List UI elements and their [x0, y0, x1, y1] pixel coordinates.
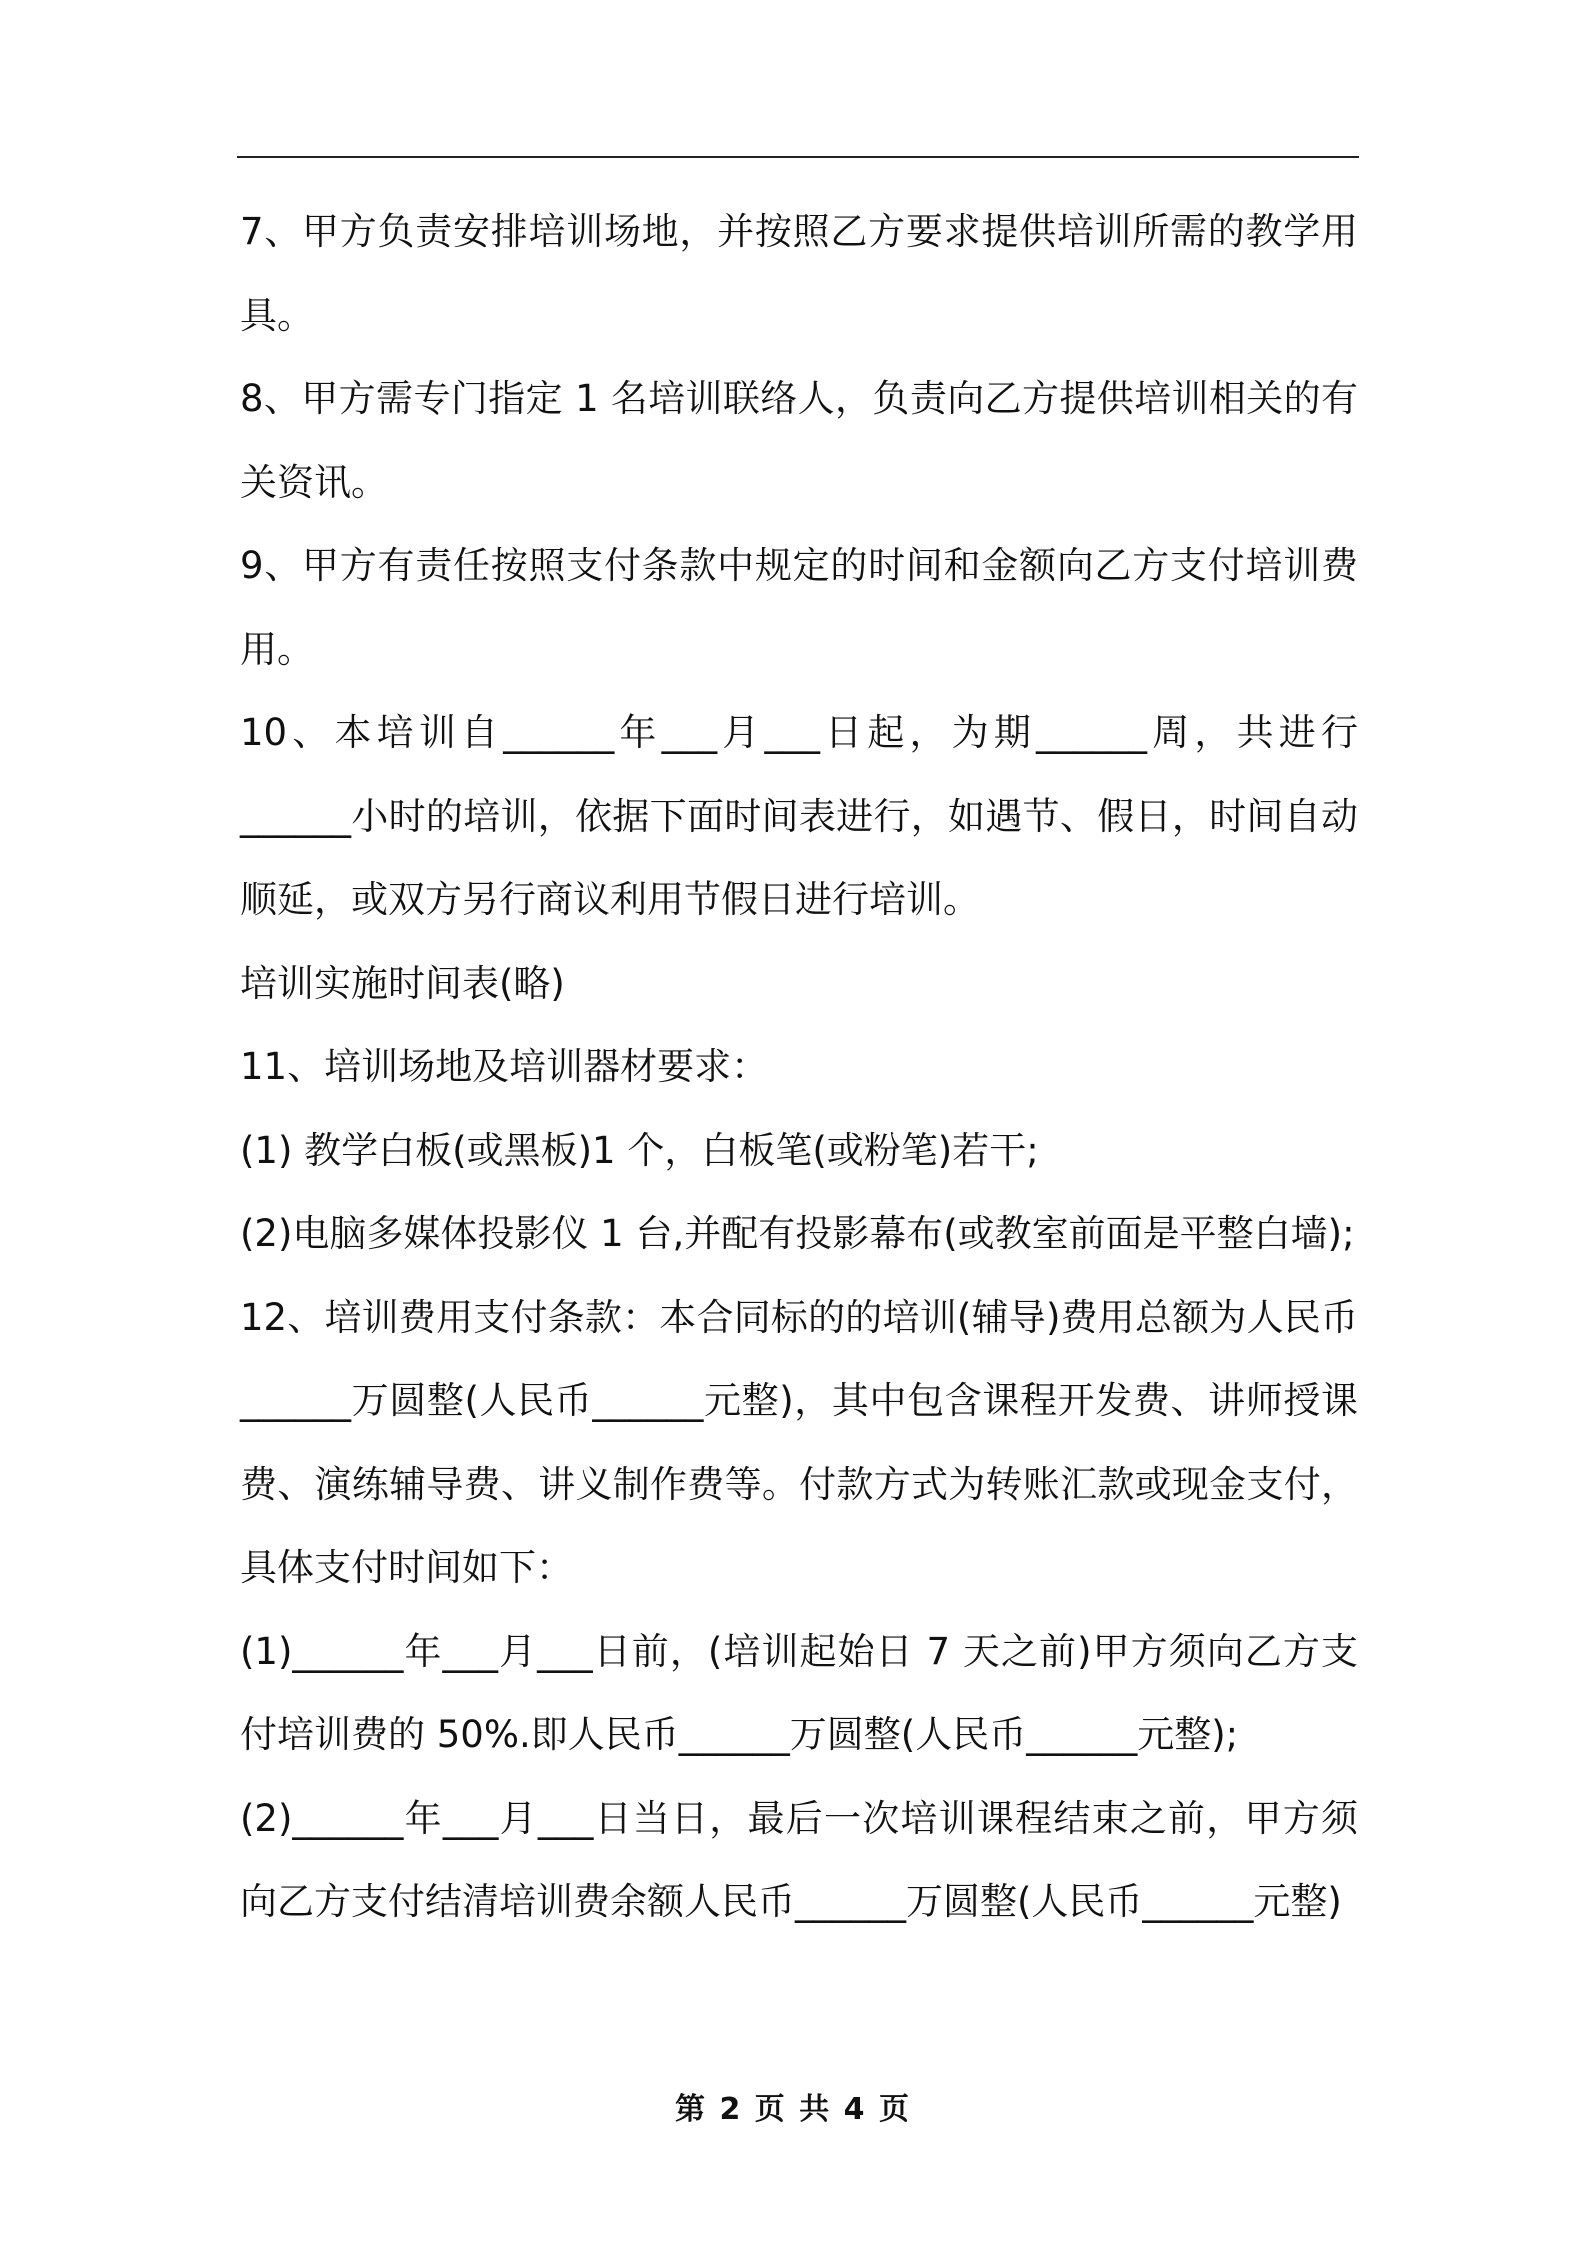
- paragraph-9: 9、甲方有责任按照支付条款中规定的时间和金额向乙方支付培训费用。: [240, 544, 1358, 671]
- header-divider: [237, 156, 1359, 158]
- payment-item-1: (1)______年___月___日前，(培训起始日 7 天之前)甲方须向乙方支付培训费的 50%.即人民币______万圆整(人民币______元整);: [240, 1629, 1358, 1756]
- paragraph-7: 7、甲方负责安排培训场地，并按照乙方要求提供培训所需的教学用具。: [240, 210, 1358, 337]
- payment-item-2: (2)______年___月___日当日，最后一次培训课程结束之前，甲方须向乙方支付结清培训费余额人民币______万圆整(人民币______元整): [240, 1796, 1358, 1923]
- paragraph-10: 10、本培训自______年___月___日起，为期______周，共进行______小时的培训，依据下面时间表进行，如遇节、假日，时间自动顺延，或双方另行商议利用节假日进行培训。: [240, 711, 1358, 921]
- requirement-item-2: (2)电脑多媒体投影仪 1 台,并配有投影幕布(或教室前面是平整白墙);: [240, 1212, 1355, 1255]
- paragraph-11: 11、培训场地及培训器材要求：: [240, 1045, 769, 1088]
- paragraph-8: 8、甲方需专门指定 1 名培训联络人，负责向乙方提供培训相关的有关资讯。: [240, 377, 1358, 504]
- schedule-note: 培训实施时间表(略): [240, 961, 565, 1005]
- requirement-item-1: (1) 教学白板(或黑板)1 个，白板笔(或粉笔)若干;: [240, 1128, 1039, 1172]
- document-body: [240, 190, 1358, 1944]
- page-number: 第 2 页 共 4 页: [675, 2092, 911, 2127]
- paragraph-12: 12、培训费用支付条款：本合同标的的培训(辅导)费用总额为人民币______万圆整(人民币______元整)，其中包含课程开发费、讲师授课费、演练辅导费、讲义制作费等。付款方式为转账汇款或现金支付，具体支付时间如下：: [240, 1295, 1358, 1589]
